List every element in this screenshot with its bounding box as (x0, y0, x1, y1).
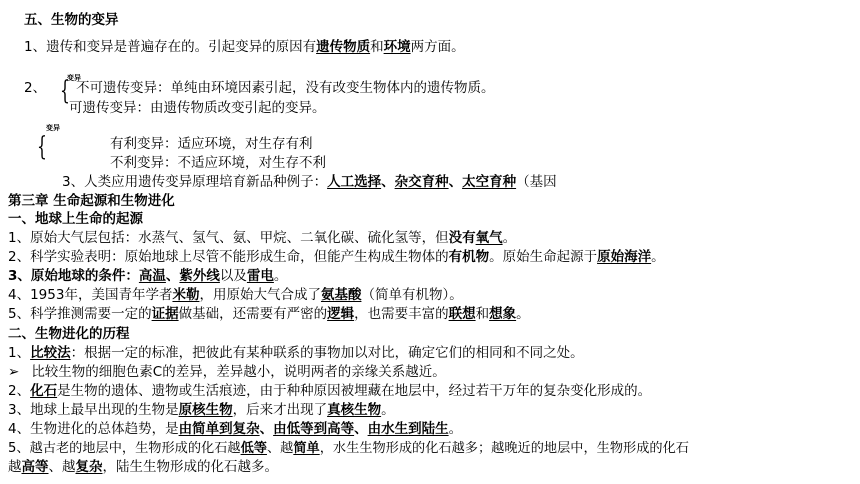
list-item (8, 345, 584, 362)
text: ，用原始大气合成了 (199, 287, 321, 303)
item-number-2: 2、 (24, 80, 47, 96)
chapter-title: 第三章 生命起源和生物进化 (8, 193, 175, 209)
text: 3、地球上最早出现的生物是 (8, 402, 179, 418)
keyword: 高温 (138, 268, 166, 284)
text: 5、越古老的地层中，生物形成的化石越 (8, 441, 241, 456)
keyword: 证据 (151, 306, 179, 322)
list-item (8, 306, 530, 323)
text: 1、遗传和变异是普遍存在的。引起变异的原因有 (24, 39, 317, 55)
list-item (8, 383, 651, 400)
section-heading-variation: 五、生物的变异 (24, 12, 119, 28)
list-item (8, 230, 516, 247)
keyword: 由低等到高等 (273, 421, 355, 437)
keyword: 简单 (293, 441, 320, 456)
keyword: 有机物 (448, 249, 490, 265)
breeding-examples (62, 174, 557, 191)
list-item (8, 249, 665, 266)
text: 做基础，还需要有严密的 (178, 306, 328, 322)
keyword: 由水生到陆生 (367, 421, 449, 437)
arrow-bullet-icon: ➢ (8, 364, 20, 380)
text: ，水生生物形成的化石越多；越晚近的地层中，生物形成的化石 (319, 441, 689, 456)
keyword: 高等 (21, 459, 49, 475)
brace-tag-variation: 变异 (67, 74, 81, 82)
favorable-variation: 有利变异：适应环境，对生存有利 (110, 136, 313, 152)
text: 。 (273, 268, 288, 284)
keyword: 原始海洋 (597, 249, 652, 265)
keyword: 由简单到复杂 (178, 421, 260, 437)
text: 、 (381, 174, 395, 190)
list-item (8, 421, 462, 438)
list-item (8, 287, 463, 304)
keyword: 联想 (448, 306, 476, 322)
heritable-variation: 可遗传变异：由遗传物质改变引起的变异。 (69, 100, 326, 116)
text: 、越 (266, 441, 294, 456)
text: 。 (516, 306, 530, 322)
text: 5、科学推测需要一定的 (8, 306, 152, 322)
keyword: 真核生物 (327, 402, 382, 418)
list-item (8, 402, 395, 419)
left-brace: { (60, 76, 70, 106)
keyword: 紫外线 (179, 268, 220, 284)
text: 和 (370, 39, 384, 55)
text: ，陆生生物形成的化石越多。 (102, 459, 278, 475)
text: ：根据一定的标准，把彼此有某种联系的事物加以对比，确定它们的相同和不同之处。 (70, 345, 584, 361)
text: 、 (259, 421, 274, 437)
text: 和 (475, 306, 490, 322)
text: 1、 (8, 345, 31, 361)
text: 4、1953年，美国青年学者 (8, 287, 173, 303)
list-item (8, 440, 689, 457)
keyword: 太空育种 (462, 174, 517, 190)
text: 两方面。 (410, 39, 465, 55)
keyword: 想象 (489, 306, 517, 322)
left-brace-2: { (37, 132, 47, 162)
text: 是生物的遗体、遗物或生活痕迹，由于种种原因被埋藏在地层中，经过若干万年的复杂变化形成的。 (57, 383, 652, 399)
keyword: 原核生物 (178, 402, 233, 418)
keyword: 环境 (383, 39, 411, 55)
text: ，也需要丰富的 (354, 306, 449, 322)
section-heading-evolution: 二、生物进化的历程 (8, 326, 130, 342)
text: 。 (651, 249, 665, 265)
text: 比较生物的细胞色素C的差异，差异越小，说明两者的亲缘关系越近。 (31, 364, 446, 380)
brace-tag-variation-2: 变异 (46, 124, 60, 132)
keyword: 人工选择 (327, 174, 382, 190)
text: 1、原始大气层包括：水蒸气、氢气、氨、甲烷、二氧化碳、硫化氢等，但 (8, 230, 449, 246)
text: 、 (354, 421, 368, 437)
list-item-continuation (8, 459, 278, 476)
nonheritable-variation: 不可遗传变异：单纯由环境因素引起，没有改变生物体内的遗传物质。 (76, 80, 495, 96)
text: 。 (448, 421, 463, 437)
text: 越 (8, 459, 22, 475)
keyword: 低等 (240, 441, 267, 456)
text: 、 (448, 174, 463, 190)
keyword: 复杂 (75, 459, 103, 475)
keyword: 雷电 (246, 268, 274, 284)
paragraph-variation-causes (24, 39, 465, 56)
list-item (8, 268, 287, 285)
text: 。 (381, 402, 395, 418)
keyword: 杂交育种 (394, 174, 449, 190)
keyword: 化石 (30, 383, 58, 399)
keyword: 氧气 (475, 230, 503, 246)
text: （基因 (516, 174, 557, 190)
keyword: 遗传物质 (316, 39, 371, 55)
keyword: 氨基酸 (320, 287, 362, 303)
section-heading-origin: 一、地球上生命的起源 (8, 211, 143, 227)
text: ，后来才出现了 (232, 402, 328, 418)
keyword: 比较法 (30, 345, 71, 361)
keyword: 米勒 (172, 287, 200, 303)
text: 。 (502, 230, 517, 246)
keyword: 没有 (448, 230, 476, 246)
unfavorable-variation: 不利变异：不适应环境，对生存不利 (110, 155, 326, 171)
keyword: 逻辑 (327, 306, 355, 322)
text: 。原始生命起源于 (489, 249, 598, 265)
text: 、 (165, 268, 180, 284)
text: 3、人类应用遗传变异原理培育新品种例子： (62, 174, 328, 190)
text: 2、科学实验表明：原始地球上尽管不能形成生命，但能产生构成生物体的 (8, 249, 449, 265)
text: 4、生物进化的总体趋势，是 (8, 421, 179, 437)
text: 2、 (8, 383, 31, 399)
list-item-bullet (8, 364, 446, 381)
text: 、越 (48, 459, 76, 475)
text: （简单有机物）。 (361, 287, 463, 303)
text: 以及 (219, 268, 247, 284)
text: 3、原始地球的条件： (8, 268, 139, 284)
